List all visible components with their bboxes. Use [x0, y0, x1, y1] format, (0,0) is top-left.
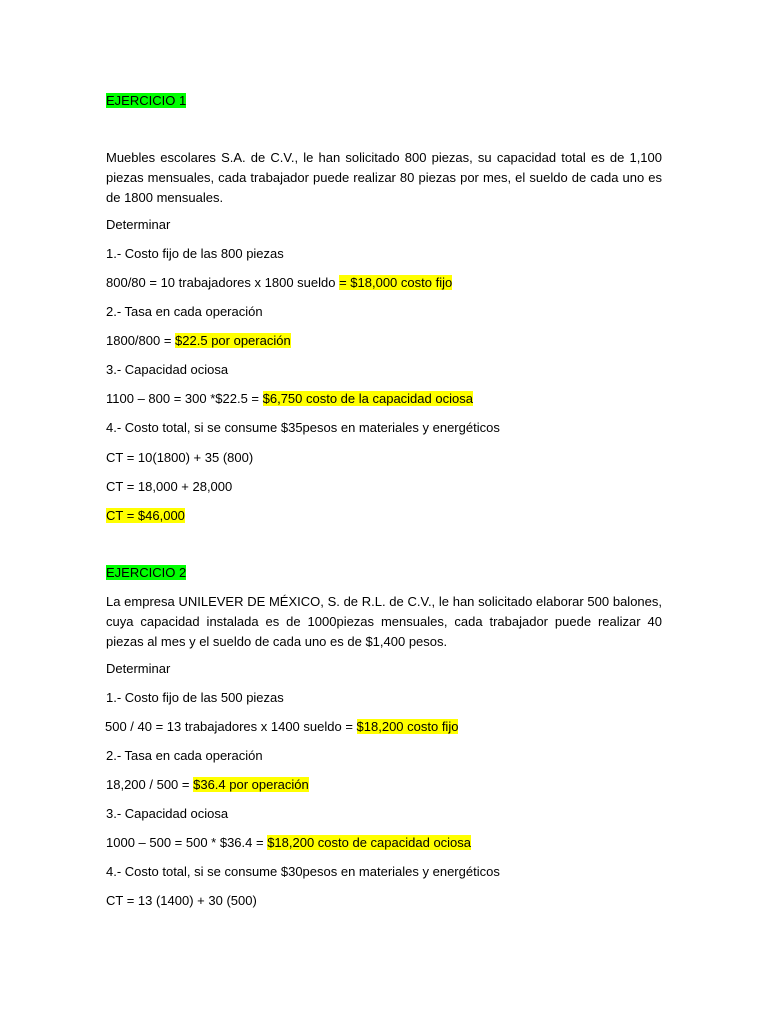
- ejercicio2-heading: [106, 564, 186, 582]
- ejercicio2-question-2: 2.- Tasa en cada operación: [106, 748, 263, 763]
- ejercicio2-answer-2: [106, 776, 309, 794]
- ejercicio2-heading-text: EJERCICIO 2: [106, 565, 187, 580]
- ejercicio2-answer-1-calc: 500 / 40 = 13 trabajadores x 1400 sueldo =: [105, 719, 357, 734]
- ejercicio1-answer-1: [106, 274, 452, 292]
- ejercicio2-answer-1: [105, 718, 458, 736]
- ejercicio1-total-cost: CT = $46,000: [106, 508, 185, 523]
- ejercicio1-question-2: 2.- Tasa en cada operación: [106, 304, 263, 319]
- ejercicio1-answer-4-result: [106, 507, 185, 525]
- ejercicio2-question-3: 3.- Capacidad ociosa: [106, 806, 229, 821]
- ejercicio1-heading: [106, 92, 186, 110]
- ejercicio2-determinar: Determinar: [106, 661, 171, 676]
- ejercicio1-answer-2-calc: 1800/800 =: [106, 333, 176, 348]
- ejercicio1-answer-3: [106, 390, 473, 408]
- ejercicio2-answer-2-calc: 18,200 / 500 =: [106, 777, 194, 792]
- ejercicio1-statement: Muebles escolares S.A. de C.V., le han solicitado 800 piezas, su capacidad total es de 1,100 piezas mensuales, cada trabajador puede realizar 80 piezas por mes, el sueldo de cada uno es de 1800 mensuales.: [106, 150, 662, 205]
- ejercicio2-question-4: 4.- Costo total, si se consume $30pesos en materiales y energéticos: [106, 864, 500, 879]
- ejercicio2-answer-3-result: $18,200 costo de capacidad ociosa: [267, 835, 472, 850]
- ejercicio2-answer-3: [106, 834, 471, 852]
- ejercicio2-answer-1-result: $18,200 costo fijo: [356, 719, 459, 734]
- ejercicio1-answer-3-calc: 1100 – 800 = 300 *$22.5 =: [106, 391, 263, 406]
- ejercicio2-question-1: 1.- Costo fijo de las 500 piezas: [106, 690, 284, 705]
- ejercicio1-answer-4-line-1: CT = 10(1800) + 35 (800): [106, 450, 254, 465]
- ejercicio1-question-3: 3.- Capacidad ociosa: [106, 362, 229, 377]
- ejercicio1-answer-1-result: = $18,000 costo fijo: [339, 275, 453, 290]
- ejercicio1-answer-2: [106, 332, 291, 350]
- ejercicio1-answer-4-line-2: CT = 18,000 + 28,000: [106, 479, 233, 494]
- ejercicio1-heading-text: EJERCICIO 1: [106, 93, 187, 108]
- ejercicio1-answer-1-calc: 800/80 = 10 trabajadores x 1800 sueldo: [106, 275, 340, 290]
- ejercicio2-answer-3-calc: 1000 – 500 = 500 * $36.4 =: [106, 835, 268, 850]
- ejercicio1-question-4: 4.- Costo total, si se consume $35pesos en materiales y energéticos: [106, 420, 500, 435]
- ejercicio1-answer-2-result: $22.5 por operación: [175, 333, 291, 348]
- ejercicio1-answer-3-result: $6,750 costo de la capacidad ociosa: [262, 391, 473, 406]
- ejercicio1-question-1: 1.- Costo fijo de las 800 piezas: [106, 246, 284, 261]
- ejercicio2-answer-2-result: $36.4 por operación: [193, 777, 309, 792]
- ejercicio1-determinar: Determinar: [106, 217, 171, 232]
- ejercicio2-statement: La empresa UNILEVER DE MÉXICO, S. de R.L. de C.V., le han solicitado elaborar 500 balones, cuya capacidad instalada es de 1000piezas mensuales, cada trabajador puede realizar 40 piezas al mes y el sueldo de cada uno es de $1,400 pesos.: [106, 594, 662, 649]
- ejercicio2-answer-4-line-1: CT = 13 (1400) + 30 (500): [106, 893, 257, 908]
